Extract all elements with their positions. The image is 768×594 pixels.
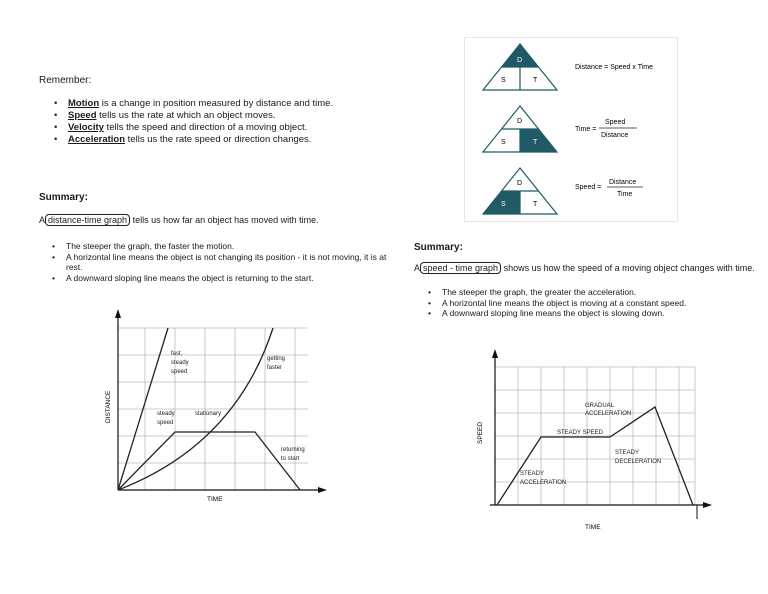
st-speed-line — [497, 407, 693, 505]
st-label-steady-decel: DECELERATION — [615, 459, 662, 465]
triangle-2-t: T — [533, 139, 538, 146]
formula-triangles — [465, 38, 677, 221]
triangle-2-s: S — [501, 139, 506, 146]
definition-acceleration: • Acceleration tells us the rate speed or direction changes. — [52, 134, 382, 146]
dt-y-label: DISTANCE — [105, 390, 112, 423]
dt-label-fast: steady — [171, 360, 189, 366]
triangle-3-s: S — [501, 201, 506, 208]
triangle-1-s: S — [501, 77, 506, 84]
dt-label-getting-faster: faster — [267, 365, 283, 371]
st-y-arrow — [492, 349, 498, 358]
dt-label-fast: speed — [171, 369, 188, 375]
definitions-list — [52, 98, 382, 146]
dt-label-getting-faster: getting — [267, 356, 286, 362]
triangle-2-d: D — [517, 118, 523, 125]
triangle-1-d: D — [517, 57, 523, 64]
formula-speed-den: Time — [617, 191, 633, 198]
speed-time-term: speed - time graph — [420, 262, 501, 274]
formula-triangles-box — [464, 37, 678, 222]
formula-speed-num: Distance — [609, 179, 637, 186]
bullet-item: • A downward sloping line means the object is returning to the start. — [50, 273, 395, 284]
formula-time-num: Speed — [605, 119, 626, 126]
formula-time-label: Time = — [575, 126, 597, 133]
summary-heading-right: Summary: — [414, 242, 463, 253]
st-label-gradual: ACCELERATION — [585, 411, 632, 417]
st-y-label: SPEED — [477, 421, 484, 444]
dt-x-arrow — [318, 487, 327, 493]
dt-label-returning: returning — [281, 447, 305, 453]
triangle-3-d: D — [517, 180, 523, 187]
dt-grid — [118, 328, 308, 490]
bullet-item: • A downward sloping line means the object is slowing down. — [426, 308, 756, 319]
st-x-arrow — [703, 502, 712, 508]
speed-time-bullets — [426, 287, 756, 319]
dt-x-label: TIME — [207, 496, 223, 503]
dt-label-fast: fast, — [171, 351, 183, 357]
st-label-gradual: GRADUAL — [585, 403, 615, 409]
st-label-steady-decel: STEADY — [615, 450, 640, 456]
triangle-3-t: T — [533, 201, 538, 208]
distance-time-graph — [95, 305, 335, 510]
speed-time-graph — [470, 345, 720, 535]
summary-heading-left: Summary: — [39, 192, 88, 203]
st-label-steady-accel: ACCELERATION — [520, 480, 567, 486]
distance-time-intro: A distance-time graph tells us how far an object has moved with time. — [39, 215, 319, 225]
st-x-label: TIME — [585, 524, 601, 531]
triangle-1-t: T — [533, 77, 538, 84]
remember-heading: Remember: — [39, 75, 92, 86]
formula-time-den: Distance — [601, 132, 629, 139]
speed-time-intro: A speed - time graph shows us how the speed of a moving object changes with time. — [414, 263, 755, 273]
formula-speed-label: Speed = — [575, 184, 602, 191]
st-label-steady-speed: STEADY SPEED — [557, 430, 603, 436]
triangle-2-highlight — [520, 129, 557, 152]
dt-label-returning: to start — [281, 456, 300, 462]
dt-label-steady: steady — [157, 411, 175, 417]
definition-motion: • Motion is a change in position measured by distance and time. — [52, 98, 382, 110]
definition-speed: • Speed tells us the rate at which an object moves. — [52, 110, 382, 122]
dt-label-stationary: stationary — [195, 411, 222, 417]
bullet-item: • The steeper the graph, the greater the acceleration. — [426, 287, 756, 298]
dt-y-arrow — [115, 309, 121, 318]
dt-label-steady: speed — [157, 420, 174, 426]
bullet-item: • A horizontal line means the object is moving at a constant speed. — [426, 298, 756, 309]
distance-time-bullets — [50, 241, 395, 283]
bullet-item: • The steeper the graph, the faster the motion. — [50, 241, 395, 252]
bullet-item: • A horizontal line means the object is not changing its position - it is not moving, it is at rest. — [50, 252, 395, 273]
distance-time-term: distance-time graph — [45, 214, 130, 226]
definition-velocity: • Velocity tells the speed and direction of a moving object. — [52, 122, 382, 134]
formula-distance: Distance = Speed x Time — [575, 64, 654, 71]
st-label-steady-accel: STEADY — [520, 471, 545, 477]
